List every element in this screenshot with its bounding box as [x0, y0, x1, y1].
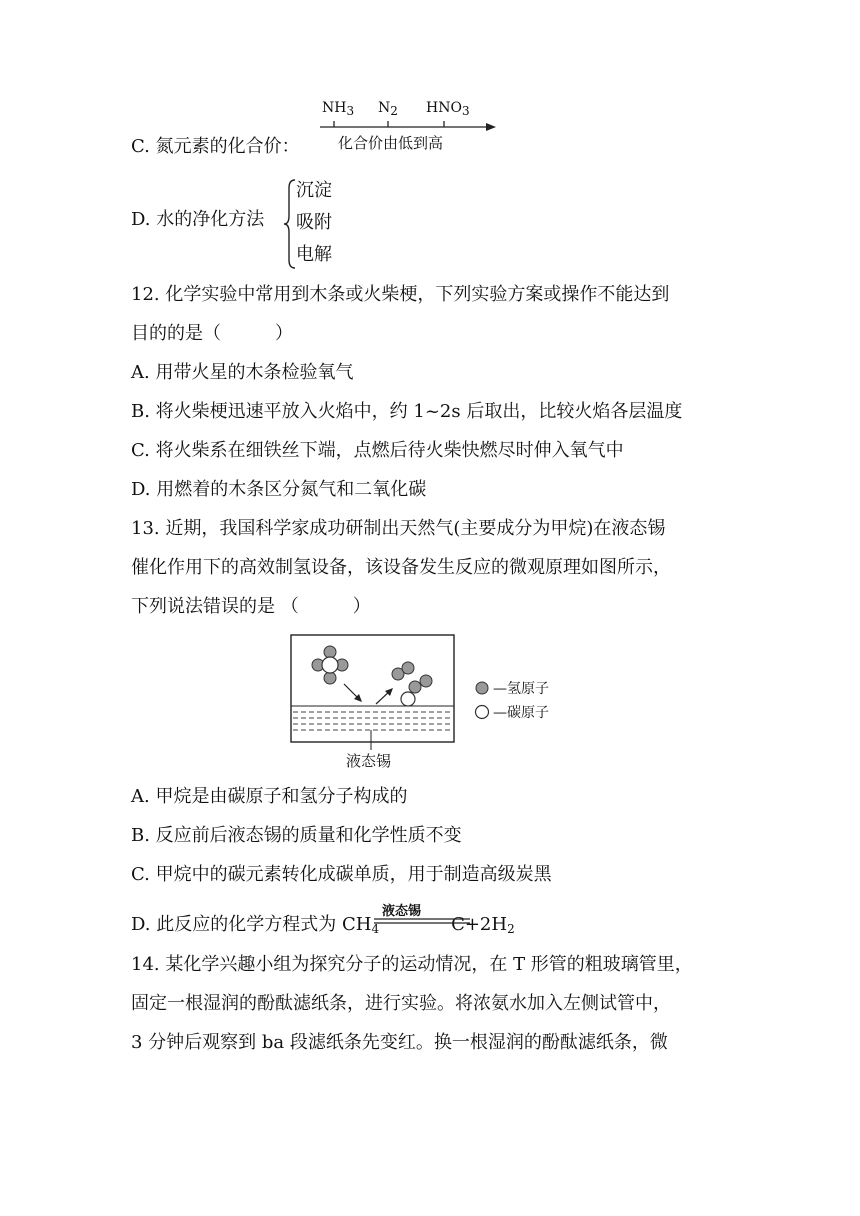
q12-option-b: B. 将火柴梗迅速平放入火焰中，约 1~2s 后取出，比较火焰各层温度	[131, 401, 683, 422]
q12-stem-line-2: 目的的是（ ）	[131, 323, 293, 344]
scale-item-nh3: $NH_3$	[322, 100, 355, 118]
q11-option-c-label: C. 氮元素的化合价：	[131, 136, 300, 157]
method-item: 沉淀	[296, 180, 332, 201]
reaction-vessel	[288, 632, 463, 752]
q12-option-d: D. 用燃着的木条区分氮气和二氧化碳	[131, 479, 427, 500]
q11-option-d	[131, 208, 264, 232]
q14-stem-line-1: 14. 某化学兴趣小组为探究分子的运动情况，在 T 形管的粗玻璃管里，	[131, 954, 693, 975]
q11-option-c	[131, 135, 300, 159]
legend-carbon: —碳原子	[493, 705, 549, 721]
equation-reactant: D. 此反应的化学方程式为 CH	[131, 914, 372, 935]
scale-item-n2: $N_2$	[378, 100, 398, 118]
q12-option-a: A. 用带火星的木条检验氧气	[131, 362, 354, 383]
scale-item-hno3: $HNO_3$	[426, 100, 470, 118]
q14-stem-line-3: 3 分钟后观察到 ba 段滤纸条先变红。换一根湿润的酚酞滤纸条，微	[131, 1032, 668, 1053]
purification-methods-list	[296, 175, 332, 271]
method-item: 吸附	[296, 212, 332, 233]
q13-stem-line-1: 13. 近期，我国科学家成功研制出天然气(主要成分为甲烷)在液态锡	[131, 518, 666, 539]
method-item: 电解	[296, 244, 332, 265]
scale-caption: 化合价由低到高	[338, 134, 444, 152]
equals-sign	[372, 917, 472, 925]
equation-products-sub: 2	[507, 922, 515, 936]
q12-option-c: C. 将火柴系在细铁丝下端，点燃后待火柴快燃尽时伸入氧气中	[131, 440, 624, 461]
equation-condition-text: 液态锡	[382, 904, 422, 919]
curly-brace	[283, 178, 297, 270]
reaction-diagram	[288, 632, 588, 782]
equation-condition	[372, 900, 472, 924]
q13-option-b: B. 反应前后液态锡的质量和化学性质不变	[131, 825, 462, 846]
scale-arrow	[320, 120, 500, 134]
q13-stem-line-3: 下列说法错误的是 （ ）	[131, 596, 371, 617]
q11-option-d-label: D. 水的净化方法	[131, 209, 265, 230]
q13-stem-line-2: 催化作用下的高效制氢设备，该设备发生反应的微观原理如图所示，	[131, 557, 671, 578]
q12-stem-line-1: 12. 化学实验中常用到木条或火柴梗，下列实验方案或操作不能达到	[131, 284, 670, 305]
q13-option-a: A. 甲烷是由碳原子和氢分子构成的	[131, 786, 408, 807]
carbon-atom-icon	[474, 704, 490, 720]
diagram-caption: 液态锡	[346, 752, 392, 770]
equation-products: C+2H	[451, 914, 508, 935]
hydrogen-atom-icon	[474, 680, 490, 696]
legend-hydrogen: —氢原子	[493, 681, 549, 697]
q13-option-c: C. 甲烷中的碳元素转化成碳单质，用于制造高级炭黑	[131, 864, 552, 885]
valence-scale-diagram	[320, 100, 500, 156]
q14-stem-line-2: 固定一根湿润的酚酞滤纸条，进行实验。将浓氨水加入左侧试管中，	[131, 993, 671, 1014]
equation-reactant-sub: 4	[371, 922, 380, 936]
